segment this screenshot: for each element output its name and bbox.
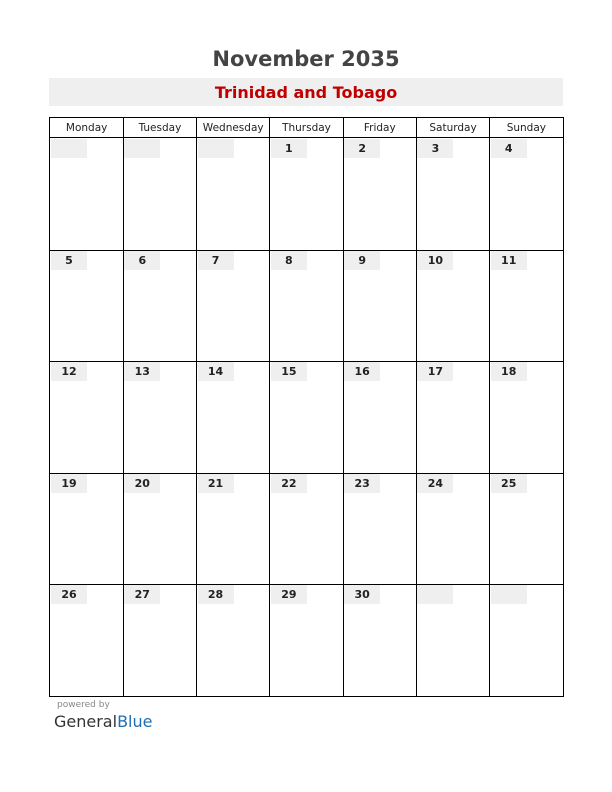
day-number: 5 [51,251,87,270]
column-divider [123,118,124,696]
day-number: 21 [198,474,234,493]
column-divider [269,118,270,696]
day-number: 19 [51,474,87,493]
day-number: 27 [124,585,160,604]
powered-by-label: powered by [57,700,110,710]
day-number: 17 [417,362,453,381]
calendar-grid [49,117,564,697]
day-number: 4 [491,139,527,158]
day-number: 9 [344,251,380,270]
weekday-header-row [50,118,563,138]
weekday-header-saturday: Saturday [429,122,477,134]
empty-day-cell [51,139,87,158]
day-number: 24 [417,474,453,493]
weekday-header-thursday: Thursday [282,122,331,134]
brand-logo[interactable] [54,712,152,731]
day-number: 23 [344,474,380,493]
day-number: 25 [491,474,527,493]
empty-day-cell [417,585,453,604]
day-number: 6 [124,251,160,270]
weekday-header-friday: Friday [363,122,396,134]
day-number: 16 [344,362,380,381]
day-number: 20 [124,474,160,493]
day-number: 3 [417,139,453,158]
brand-name-part1: General [54,712,118,731]
day-number: 8 [271,251,307,270]
column-divider [343,118,344,696]
day-number: 10 [417,251,453,270]
day-number: 2 [344,139,380,158]
day-number: 7 [198,251,234,270]
day-number: 26 [51,585,87,604]
empty-day-cell [491,585,527,604]
column-divider [196,118,197,696]
day-number: 22 [271,474,307,493]
empty-day-cell [124,139,160,158]
day-number: 13 [124,362,160,381]
weekday-header-wednesday: Wednesday [202,122,264,134]
weekday-header-monday: Monday [65,122,108,134]
day-number: 29 [271,585,307,604]
country-name: Trinidad and Tobago [214,83,398,102]
day-number: 14 [198,362,234,381]
day-number: 18 [491,362,527,381]
day-number: 11 [491,251,527,270]
brand-name-part2: Blue [117,712,153,731]
day-number: 15 [271,362,307,381]
weekday-header-tuesday: Tuesday [138,122,182,134]
column-divider [416,118,417,696]
calendar-title: November 2035 [212,47,400,71]
empty-day-cell [198,139,234,158]
country-banner [49,78,563,106]
column-divider [489,118,490,696]
day-number: 12 [51,362,87,381]
day-number: 28 [198,585,234,604]
weekday-header-sunday: Sunday [506,122,546,134]
day-number: 30 [344,585,380,604]
day-number: 1 [271,139,307,158]
